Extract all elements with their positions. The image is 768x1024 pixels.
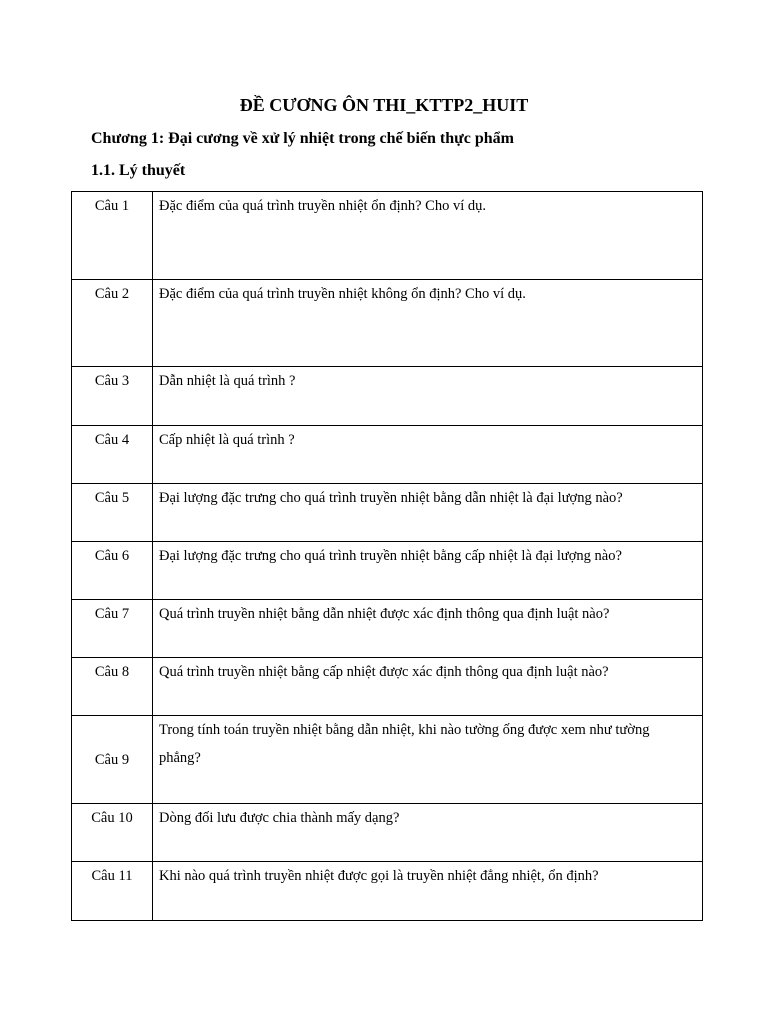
- table-row: [72, 484, 703, 542]
- question-number: Câu 7: [72, 600, 153, 658]
- table-row: [72, 367, 703, 426]
- question-text: Đặc điểm của quá trình truyền nhiệt ổn định? Cho ví dụ.: [153, 192, 703, 280]
- question-number: Câu 2: [72, 280, 153, 367]
- table-row: [72, 280, 703, 367]
- table-row: [72, 716, 703, 804]
- question-text: Đặc điểm của quá trình truyền nhiệt không ổn định? Cho ví dụ.: [153, 280, 703, 367]
- questions-table: [71, 191, 703, 921]
- table-row: [72, 658, 703, 716]
- question-number: Câu 5: [72, 484, 153, 542]
- question-number: Câu 1: [72, 192, 153, 280]
- table-row: [72, 804, 703, 862]
- question-number: Câu 3: [72, 367, 153, 426]
- question-text: Cấp nhiệt là quá trình ?: [153, 426, 703, 484]
- table-row: [72, 542, 703, 600]
- question-number: Câu 9: [72, 716, 153, 804]
- question-text: Khi nào quá trình truyền nhiệt được gọi là truyền nhiệt đẳng nhiệt, ổn định?: [153, 862, 703, 921]
- question-text: Đại lượng đặc trưng cho quá trình truyền nhiệt bằng dẫn nhiệt là đại lượng nào?: [153, 484, 703, 542]
- question-number: Câu 10: [72, 804, 153, 862]
- table-row: [72, 426, 703, 484]
- document-title: ĐỀ CƯƠNG ÔN THI_KTTP2_HUIT: [239, 95, 529, 115]
- table-row: [72, 600, 703, 658]
- table-row: [72, 192, 703, 280]
- table-row: [72, 862, 703, 921]
- section-heading: 1.1. Lý thuyết: [91, 162, 186, 179]
- question-text: Đại lượng đặc trưng cho quá trình truyền nhiệt bằng cấp nhiệt là đại lượng nào?: [153, 542, 703, 600]
- question-text: Dòng đối lưu được chia thành mấy dạng?: [153, 804, 703, 862]
- question-number: Câu 4: [72, 426, 153, 484]
- question-number: Câu 8: [72, 658, 153, 716]
- question-text: Trong tính toán truyền nhiệt bằng dẫn nhiệt, khi nào tường ống được xem như tường phẳng?: [153, 716, 703, 804]
- chapter-heading: Chương 1: Đại cương về xử lý nhiệt trong chế biến thực phẩm: [91, 130, 514, 147]
- question-text: Dẫn nhiệt là quá trình ?: [153, 367, 703, 426]
- question-text: Quá trình truyền nhiệt bằng dẫn nhiệt được xác định thông qua định luật nào?: [153, 600, 703, 658]
- question-text: Quá trình truyền nhiệt bằng cấp nhiệt được xác định thông qua định luật nào?: [153, 658, 703, 716]
- question-number: Câu 11: [72, 862, 153, 921]
- question-number: Câu 6: [72, 542, 153, 600]
